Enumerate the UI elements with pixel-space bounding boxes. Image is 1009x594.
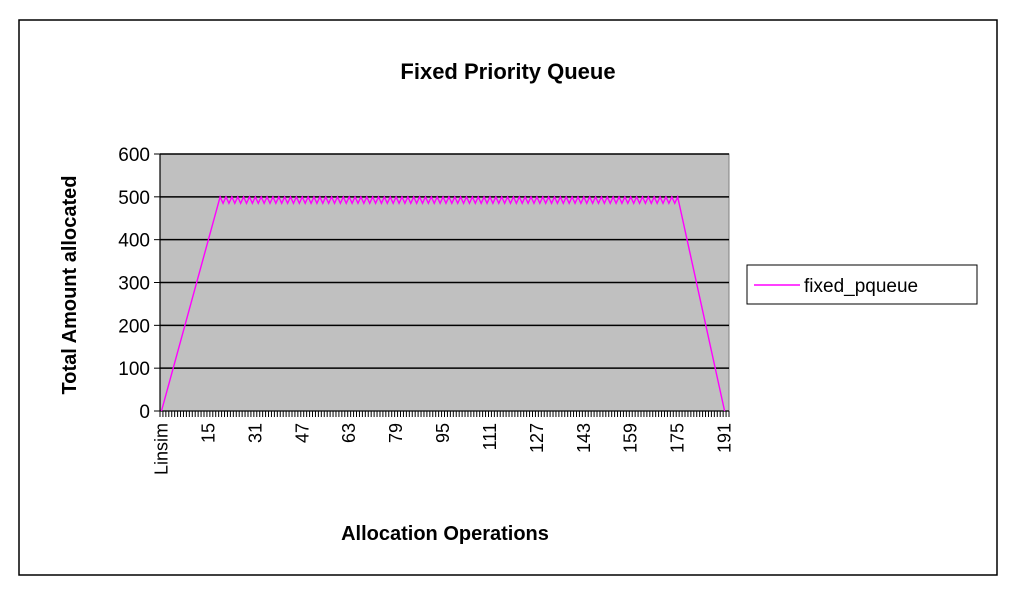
- y-tick-label: 400: [118, 230, 150, 252]
- x-tick-label: 63: [339, 423, 360, 444]
- x-tick-label: 143: [573, 423, 594, 454]
- y-tick-label: 200: [118, 316, 150, 338]
- legend-label-fixed-pqueue: fixed_pqueue: [804, 276, 919, 297]
- y-tick-label: 600: [118, 145, 150, 166]
- x-tick-label: 47: [292, 423, 313, 444]
- y-tick-label: 500: [118, 187, 150, 209]
- y-tick-label: 0: [139, 402, 150, 423]
- x-axis-label: Allocation Operations: [341, 523, 549, 545]
- x-tick-label: 191: [714, 423, 735, 454]
- x-tick-label: 79: [386, 423, 407, 444]
- legend: [747, 265, 977, 304]
- x-tick-label: 159: [620, 423, 641, 454]
- y-tick-label: 100: [118, 359, 150, 381]
- x-tick-label: 111: [479, 423, 500, 451]
- chart-title: Fixed Priority Queue: [400, 59, 616, 84]
- x-tick-label: 31: [245, 423, 266, 444]
- x-tick-label: 127: [526, 423, 547, 454]
- y-axis-label: Total Amount allocated: [59, 175, 81, 395]
- y-tick-label: 300: [118, 273, 150, 295]
- x-tick-label: 175: [667, 423, 688, 454]
- x-tick-label: 15: [198, 423, 219, 444]
- x-tick-label: 95: [433, 423, 454, 444]
- x-tick-label: Linsim: [151, 423, 172, 476]
